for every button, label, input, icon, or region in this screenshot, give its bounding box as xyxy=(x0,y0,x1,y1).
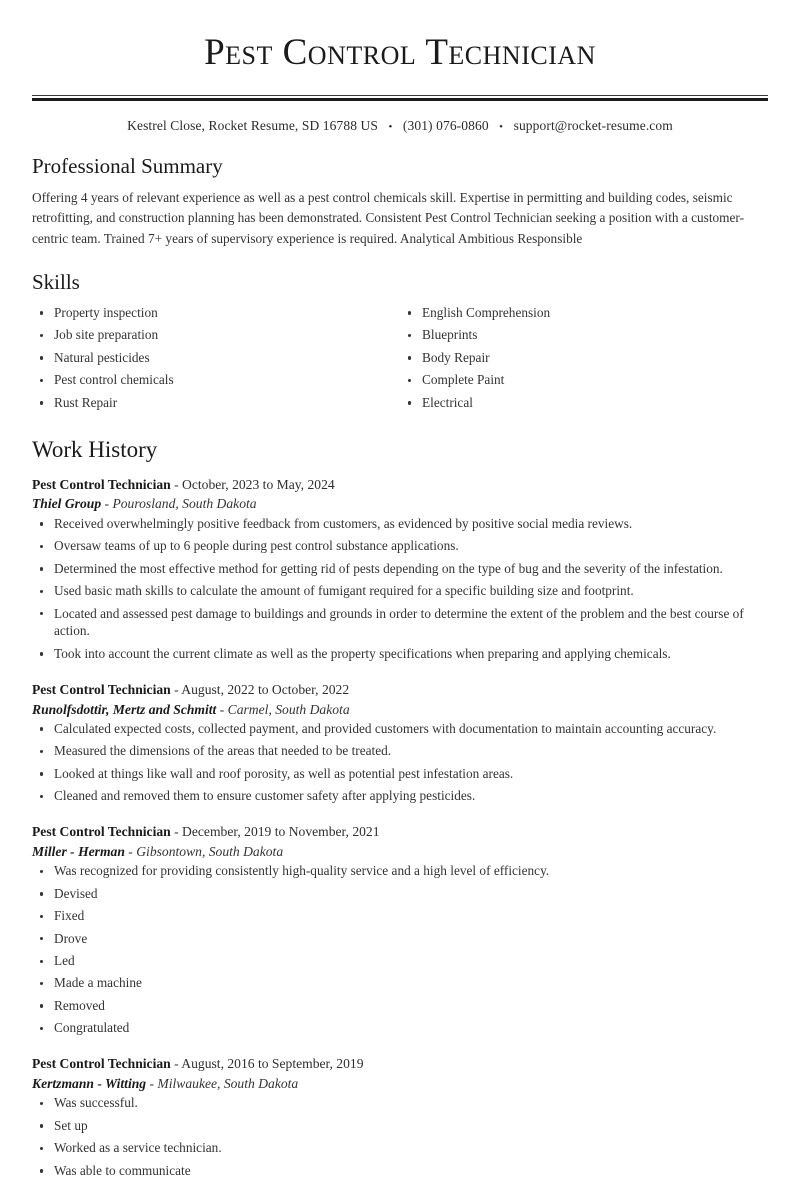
section-professional-summary xyxy=(32,154,768,250)
job-title: Pest Control Technician xyxy=(32,824,171,840)
job-bullet-item: Made a machine xyxy=(32,974,768,992)
skill-item: Complete Paint xyxy=(400,371,768,389)
job-location: Milwaukee, South Dakota xyxy=(157,1075,299,1091)
job-company-line xyxy=(32,1074,768,1094)
job-separator: - xyxy=(101,496,113,512)
job-bullet-item: Set up xyxy=(32,1117,768,1135)
skill-item: Electrical xyxy=(400,394,768,412)
skill-item: Property inspection xyxy=(32,304,400,322)
job-bullet-item: Used basic math skills to calculate the amount of fumigant required for a specific building size and footprint. xyxy=(32,582,768,600)
job-bullet-item: Congratulated xyxy=(32,1019,768,1037)
skills-columns xyxy=(32,304,768,416)
job-bullet-list xyxy=(32,515,768,663)
section-heading-summary: Professional Summary xyxy=(32,153,223,178)
contact-address: Kestrel Close, Rocket Resume, SD 16788 US xyxy=(127,117,378,133)
skill-item: Pest control chemicals xyxy=(32,371,400,389)
job-separator: - xyxy=(146,1075,158,1091)
section-heading-skills: Skills xyxy=(32,269,80,294)
skill-item: Rust Repair xyxy=(32,394,400,412)
job-bullet-item: Oversaw teams of up to 6 people during pest control substance applications. xyxy=(32,537,768,555)
job-bullet-item: Devised xyxy=(32,885,768,903)
job-company: Thiel Group xyxy=(32,496,102,512)
job-title-line xyxy=(32,680,768,700)
work-history-entry xyxy=(32,680,768,805)
work-history-entry xyxy=(32,1054,768,1179)
job-title-line xyxy=(32,822,768,842)
job-title: Pest Control Technician xyxy=(32,681,171,697)
job-bullet-item: Led xyxy=(32,952,768,970)
job-company: Runolfsdottir, Mertz and Schmitt xyxy=(32,701,217,717)
job-separator: - xyxy=(170,476,183,492)
skills-list-left xyxy=(32,304,400,412)
job-dates: August, 2022 to October, 2022 xyxy=(181,681,350,697)
job-bullet-item: Was successful. xyxy=(32,1094,768,1112)
job-bullet-item: Was able to communicate xyxy=(32,1162,768,1180)
job-company-line xyxy=(32,842,768,862)
job-bullet-item: Calculated expected costs, collected payment, and provided customers with documentation to maintain accounting accuracy. xyxy=(32,720,768,738)
job-location: Gibsontown, South Dakota xyxy=(136,843,284,859)
job-bullet-item: Fixed xyxy=(32,907,768,925)
job-separator: - xyxy=(170,681,182,697)
job-bullet-list xyxy=(32,720,768,805)
work-history-list xyxy=(32,475,768,1180)
skills-column-right xyxy=(400,304,768,416)
contact-separator-icon: • xyxy=(499,120,504,133)
resume-page xyxy=(0,33,800,1180)
job-separator: - xyxy=(216,701,228,717)
skill-item: Blueprints xyxy=(400,326,768,344)
section-work-history xyxy=(32,436,768,1180)
job-company: Miller - Herman xyxy=(32,843,125,859)
job-bullet-item: Drove xyxy=(32,930,768,948)
job-location: Carmel, South Dakota xyxy=(227,701,350,717)
work-history-entry xyxy=(32,475,768,663)
job-location: Pourosland, South Dakota xyxy=(112,496,257,512)
job-bullet-list xyxy=(32,862,768,1037)
job-bullet-item: Removed xyxy=(32,997,768,1015)
job-bullet-list xyxy=(32,1094,768,1179)
job-bullet-item: Took into account the current climate as well as the property specifications when preparing and applying chemicals. xyxy=(32,645,768,663)
summary-paragraph: Offering 4 years of relevant experience as well as a pest control chemicals skill. Expertise in permitting and building codes, seismic retrofitting, and construction planning has been demonstrated. Consistent Pest Control Technician seeking a position with a customer-centric team. Trained 7+ years of supervisory experience is required. Analytical Ambitious Responsible xyxy=(32,189,745,247)
job-company-line xyxy=(32,700,768,720)
job-company-line xyxy=(32,494,768,514)
skill-item: Natural pesticides xyxy=(32,349,400,367)
skill-item: Body Repair xyxy=(400,349,768,367)
job-bullet-item: Received overwhelmingly positive feedback from customers, as evidenced by positive social media reviews. xyxy=(32,515,768,533)
job-title: Pest Control Technician xyxy=(32,1056,171,1072)
job-title: Pest Control Technician xyxy=(32,476,171,492)
page-title: Pest Control Technician xyxy=(204,32,596,73)
contact-email: support@rocket-resume.com xyxy=(513,117,673,133)
skill-item: Job site preparation xyxy=(32,326,400,344)
header-divider-rule xyxy=(32,95,768,101)
job-dates: October, 2023 to May, 2024 xyxy=(182,476,335,492)
job-bullet-item: Looked at things like wall and roof porosity, as well as potential pest infestation areas. xyxy=(32,765,768,783)
job-separator: - xyxy=(170,824,183,840)
job-bullet-item: Measured the dimensions of the areas that needed to be treated. xyxy=(32,742,768,760)
work-history-entry xyxy=(32,822,768,1037)
section-heading-work-history: Work History xyxy=(32,437,158,463)
skills-list-right xyxy=(400,304,768,412)
job-title-line xyxy=(32,1054,768,1074)
job-separator: - xyxy=(170,1056,182,1072)
job-bullet-item: Located and assessed pest damage to buildings and grounds in order to determine the extent of the problem and the best course of action. xyxy=(32,605,768,641)
job-bullet-item: Cleaned and removed them to ensure customer safety after applying pesticides. xyxy=(32,787,768,805)
contact-separator-icon: • xyxy=(388,120,393,133)
job-bullet-item: Worked as a service technician. xyxy=(32,1139,768,1157)
job-dates: December, 2019 to November, 2021 xyxy=(182,824,380,840)
job-bullet-item: Determined the most effective method for getting rid of pests depending on the type of bug and the severity of the infestation. xyxy=(32,560,768,578)
job-company: Kertzmann - Witting xyxy=(32,1075,147,1091)
section-skills xyxy=(32,270,768,416)
contact-line xyxy=(32,118,768,134)
job-separator: - xyxy=(124,843,137,859)
contact-phone: (301) 076-0860 xyxy=(402,117,489,133)
job-dates: August, 2016 to September, 2019 xyxy=(181,1056,364,1072)
skills-column-left xyxy=(32,304,400,416)
job-bullet-item: Was recognized for providing consistently high-quality service and a high level of efficiency. xyxy=(32,862,768,880)
skill-item: English Comprehension xyxy=(400,304,768,322)
job-title-line xyxy=(32,475,768,495)
